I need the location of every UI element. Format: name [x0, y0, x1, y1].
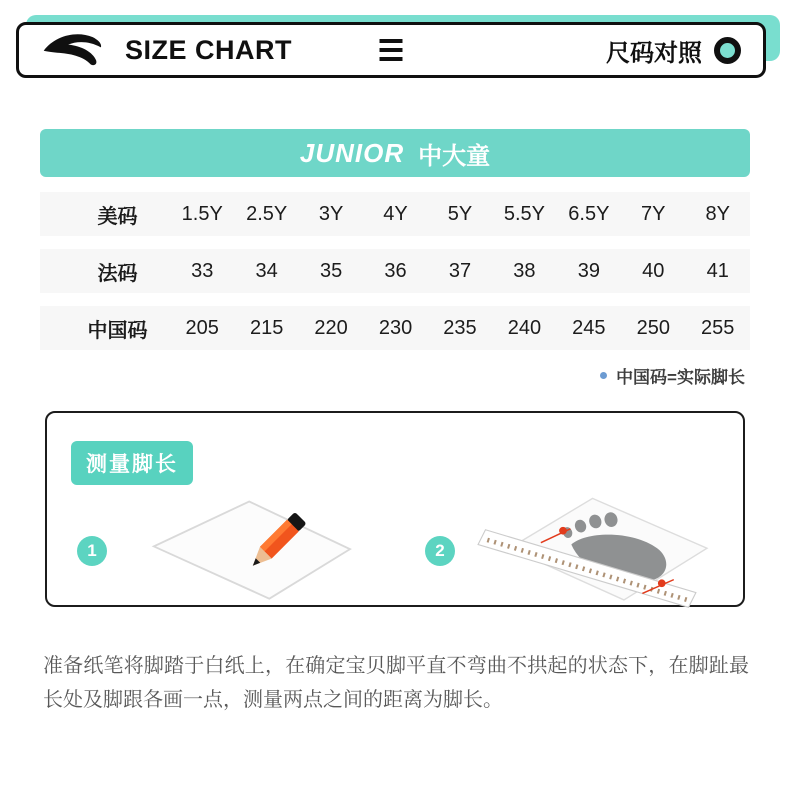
- measure-step-1: [47, 491, 395, 611]
- brand-group: [41, 30, 292, 71]
- size-cell: 5Y: [447, 202, 473, 225]
- page-title-cn: 尺码对照: [606, 39, 702, 67]
- table-row-us-size: [40, 192, 750, 236]
- foot-ruler-illustration: [455, 491, 743, 611]
- footnote: [45, 363, 745, 388]
- size-cell: 220: [314, 316, 348, 339]
- size-cell: 5.5Y: [503, 202, 545, 225]
- size-cell: 33: [191, 259, 214, 282]
- size-cell: 205: [185, 316, 219, 339]
- step-number-badge: 1: [77, 536, 107, 566]
- size-cell: 8Y: [705, 202, 730, 225]
- brand-title: SIZE CHART: [125, 34, 292, 65]
- category-banner: [40, 129, 750, 177]
- size-cell: 230: [378, 316, 413, 339]
- header-bar: [16, 22, 766, 78]
- size-cell: 35: [319, 259, 343, 282]
- size-cell: 4Y: [383, 202, 408, 225]
- size-cell: 40: [642, 259, 665, 282]
- size-cell: 38: [513, 259, 536, 282]
- table-row-cn-size: [40, 306, 750, 350]
- row-label: 中国码: [87, 319, 148, 342]
- size-cell: 36: [384, 259, 407, 282]
- size-cell: 7Y: [641, 202, 666, 225]
- measure-step-2: [395, 491, 743, 611]
- header-right: [606, 33, 741, 68]
- step-number-badge: 2: [425, 536, 455, 566]
- size-cell: 250: [636, 316, 670, 339]
- bullet-dot-icon: [600, 372, 607, 379]
- size-cell: 6.5Y: [568, 202, 610, 225]
- measure-instructions-text: 准备纸笔将脚踏于白纸上，在确定宝贝脚平直不弯曲不拱起的状态下，在脚趾最长处及脚跟各画一点，测量两点之间的距离为脚长。: [43, 655, 749, 711]
- measure-label-badge: 测量脚长: [71, 441, 193, 485]
- size-cell: 215: [249, 316, 284, 339]
- size-cell: 34: [255, 259, 278, 282]
- size-cell: 1.5Y: [181, 202, 223, 225]
- size-cell: 3Y: [318, 202, 344, 225]
- hamburger-menu-icon[interactable]: [380, 39, 403, 61]
- footnote-text: 中国码=实际脚长: [616, 368, 745, 387]
- record-dot-icon: [714, 37, 741, 64]
- row-label: 法码: [97, 262, 138, 285]
- paper-pencil-illustration: [107, 496, 395, 606]
- table-row-fr-size: [40, 249, 750, 293]
- size-cell: 240: [507, 316, 542, 339]
- size-cell: 37: [448, 259, 472, 282]
- row-label: 美码: [97, 205, 138, 228]
- size-table: [40, 192, 750, 350]
- size-cell: 235: [443, 316, 477, 339]
- size-cell: 41: [706, 259, 729, 282]
- header: [0, 14, 790, 92]
- anta-logo-icon: [41, 30, 109, 71]
- banner-category-cn: 中大童: [418, 142, 491, 170]
- size-cell: 255: [701, 316, 735, 339]
- measure-guide-box: [45, 411, 745, 607]
- measure-steps: [47, 491, 743, 611]
- size-cell: 2.5Y: [246, 202, 288, 225]
- banner-category-en: JUNIOR: [299, 137, 405, 168]
- size-cell: 245: [572, 316, 606, 339]
- size-cell: 39: [577, 259, 600, 282]
